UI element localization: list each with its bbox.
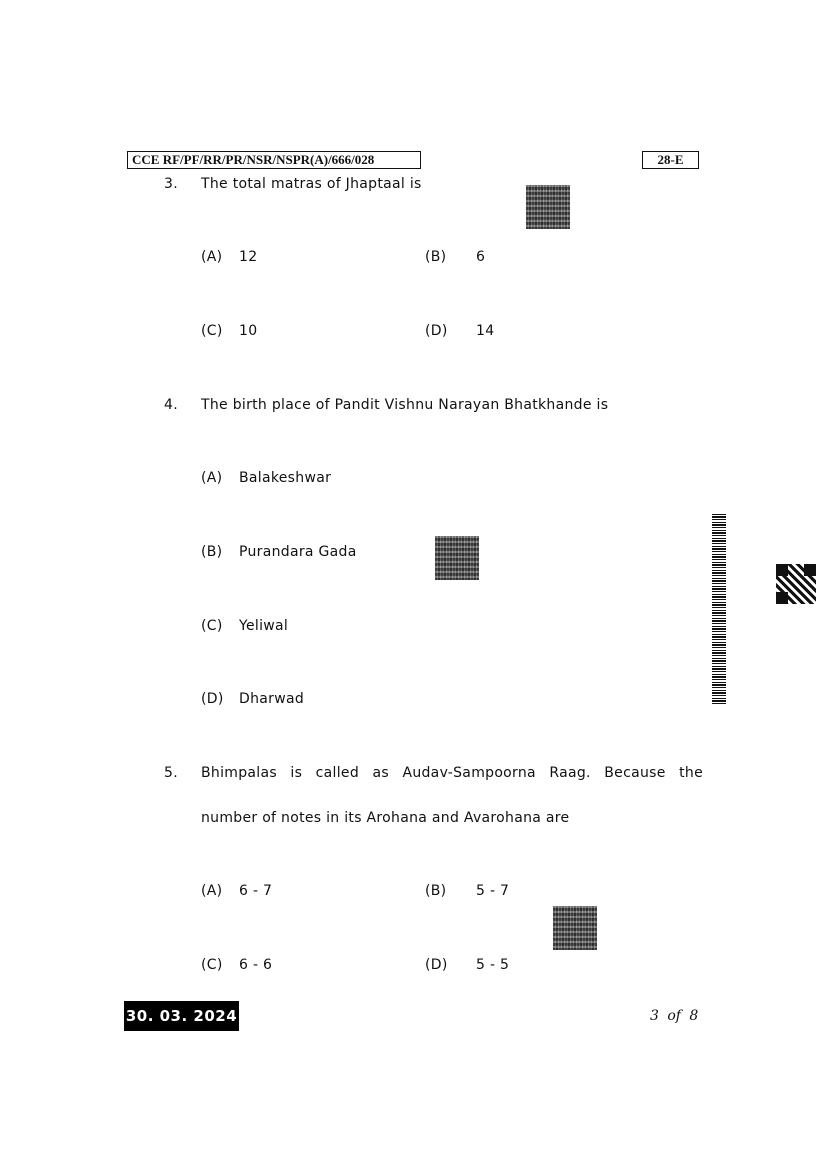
q3-option-a-text: 12 [239,249,258,265]
security-pattern [553,906,597,950]
q4-option-b-key: (B) [201,544,223,560]
q4-option-d-text: Dharwad [239,691,305,707]
question-5-text-line1: Bhimpalas is called as Audav-Sampoorna Raag. Because the [201,765,703,781]
question-5-text-line2: number of notes in its Arohana and Avarohana are [201,810,570,826]
q5-option-a-key: (A) [201,883,223,899]
q5-option-c-text: 6 - 6 [239,957,273,973]
question-3-text: The total matras of Jhaptaal is [201,176,422,192]
q5-option-d-key: (D) [425,957,448,973]
q5-option-b-text: 5 - 7 [476,883,510,899]
q4-option-d-key: (D) [201,691,224,707]
q4-option-b-text: Purandara Gada [239,544,357,560]
question-3-number: 3. [164,176,178,192]
q5-option-d-text: 5 - 5 [476,957,510,973]
q4-option-c-key: (C) [201,618,223,634]
q3-option-d-text: 14 [476,323,495,339]
question-4-text: The birth place of Pandit Vishnu Narayan Bhatkhande is [201,397,609,413]
security-pattern [526,185,570,229]
question-4-number: 4. [164,397,178,413]
exam-code: CCE RF/PF/RR/PR/NSR/NSPR(A)/666/028 [127,151,421,169]
security-pattern [435,536,479,580]
q3-option-c-key: (C) [201,323,223,339]
q5-option-c-key: (C) [201,957,223,973]
qr-code [776,564,816,604]
q3-option-a-key: (A) [201,249,223,265]
q5-option-a-text: 6 - 7 [239,883,273,899]
q4-option-a-text: Balakeshwar [239,470,332,486]
q3-option-d-key: (D) [425,323,448,339]
q4-option-c-text: Yeliwal [239,618,289,634]
question-5-number: 5. [164,765,178,781]
paper-id: 28-E [642,151,699,169]
barcode [712,512,726,704]
q4-option-a-key: (A) [201,470,223,486]
q3-option-b-text: 6 [476,249,486,265]
page-number: 3 of 8 [650,1008,699,1024]
exam-date: 30. 03. 2024 [124,1001,239,1031]
q5-option-b-key: (B) [425,883,447,899]
q3-option-c-text: 10 [239,323,258,339]
q3-option-b-key: (B) [425,249,447,265]
